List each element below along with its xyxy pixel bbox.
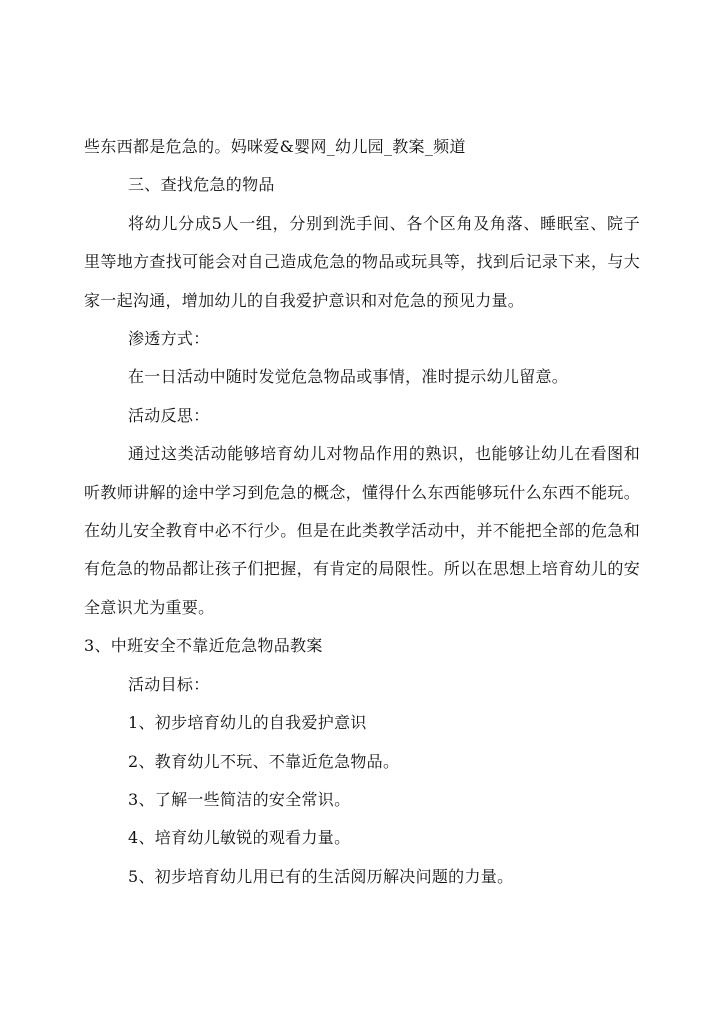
paragraph-continuation: 些东西都是危急的。妈咪爱&婴网_幼儿园_教案_频道 <box>84 137 466 156</box>
section-title-lesson-3: 3、中班安全不靠近危急物品教案 <box>84 636 323 656</box>
goal-item-4: 4、培育幼儿敏锐的观看力量。 <box>128 828 351 848</box>
document-body <box>84 128 640 896</box>
label-activity-reflection: 活动反思： <box>128 405 210 425</box>
label-activity-goals: 活动目标： <box>128 674 210 694</box>
goal-item-2: 2、教育幼儿不玩、不靠近危急物品。 <box>128 751 400 771</box>
paragraph-daily-activity: 在一日活动中随时发觉危急物品或事情，准时提示幼儿留意。 <box>128 367 569 387</box>
goal-item-5: 5、初步培育幼儿用已有的生活阅历解决问题的力量。 <box>128 866 514 886</box>
paragraph-reflection: 通过这类活动能够培育幼儿对物品作用的熟识，也能够让幼儿在看图和听教师讲解的途中学习到危急的概念，懂得什么东西能够玩什么东西不能玩。在幼儿安全教育中必不行少。但是在此类教学活动中，并不能把全部的危急和有危急的物品都让孩子们把握，有肯定的局限性。所以在思想上培育幼儿的安全意识尤为重要。 <box>84 444 640 617</box>
section-heading-find-dangerous-items: 三、查找危急的物品 <box>128 175 275 195</box>
paragraph-group-activity: 将幼儿分成5人一组，分别到洗手间、各个区角及角落、睡眠室、院子里等地方查找可能会对自己造成危急的物品或玩具等，找到后记录下来，与大家一起沟通，增加幼儿的自我爱护意识和对危急的预见力量。 <box>84 213 640 310</box>
goal-item-1: 1、初步培育幼儿的自我爱护意识 <box>128 713 367 733</box>
label-infiltration-method: 渗透方式： <box>128 329 210 349</box>
goal-item-3: 3、了解一些简洁的安全常识。 <box>128 789 351 809</box>
